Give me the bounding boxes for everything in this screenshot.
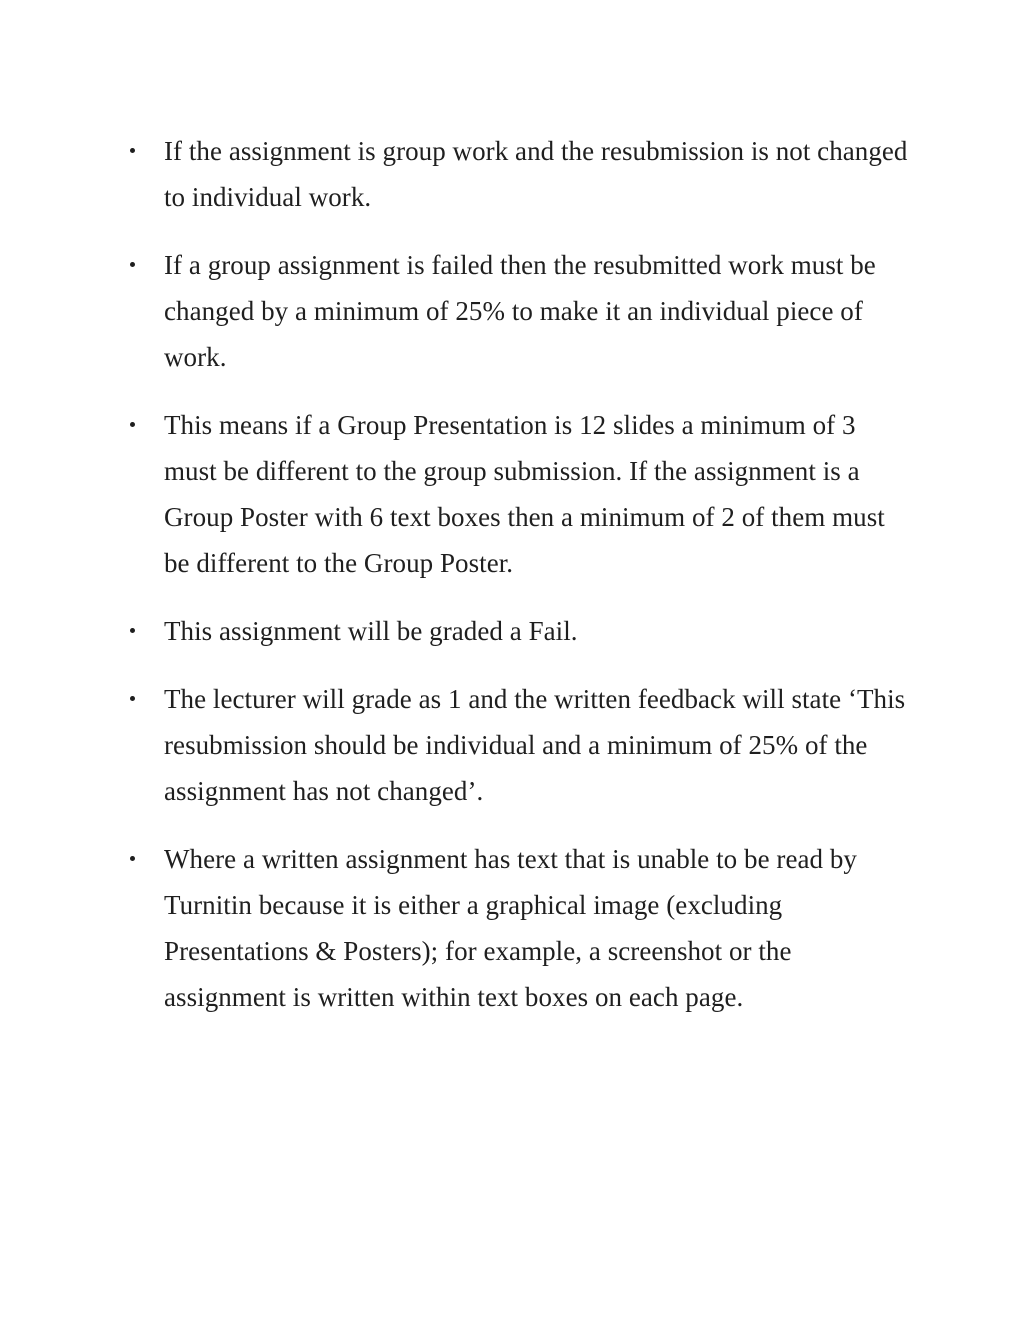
list-item	[130, 608, 910, 654]
list-item	[130, 676, 910, 814]
list-item-text: If a group assignment is failed then the resubmitted work must be changed by a minimum of 25% to make it an individual piece of work.	[164, 250, 876, 372]
bullet-icon	[130, 148, 135, 153]
bullet-icon	[130, 422, 135, 427]
list-item-text: If the assignment is group work and the resubmission is not changed to individual work.	[164, 136, 908, 212]
list-item-text: This assignment will be graded a Fail.	[164, 616, 578, 646]
bullet-icon	[130, 856, 135, 861]
list-item	[130, 402, 910, 586]
list-item-text: Where a written assignment has text that is unable to be read by Turnitin because it is either a graphical image (excluding Presentations & Posters); for example, a screenshot or the assignment is written within text boxes on each page.	[164, 844, 857, 1012]
list-item-text: The lecturer will grade as 1 and the written feedback will state ‘This resubmission should be individual and a minimum of 25% of the assignment has not changed’.	[164, 684, 906, 806]
bullet-icon	[130, 696, 135, 701]
bullet-icon	[130, 262, 135, 267]
list-item	[130, 242, 910, 380]
bullet-icon	[130, 628, 135, 633]
list-item	[130, 836, 910, 1020]
bullet-list	[130, 128, 910, 1042]
list-item	[130, 128, 910, 220]
list-item-text: This means if a Group Presentation is 12 slides a minimum of 3 must be different to the group submission. If the assignment is a Group Poster with 6 text boxes then a minimum of 2 of them must be different to the Group Poster.	[164, 410, 885, 578]
